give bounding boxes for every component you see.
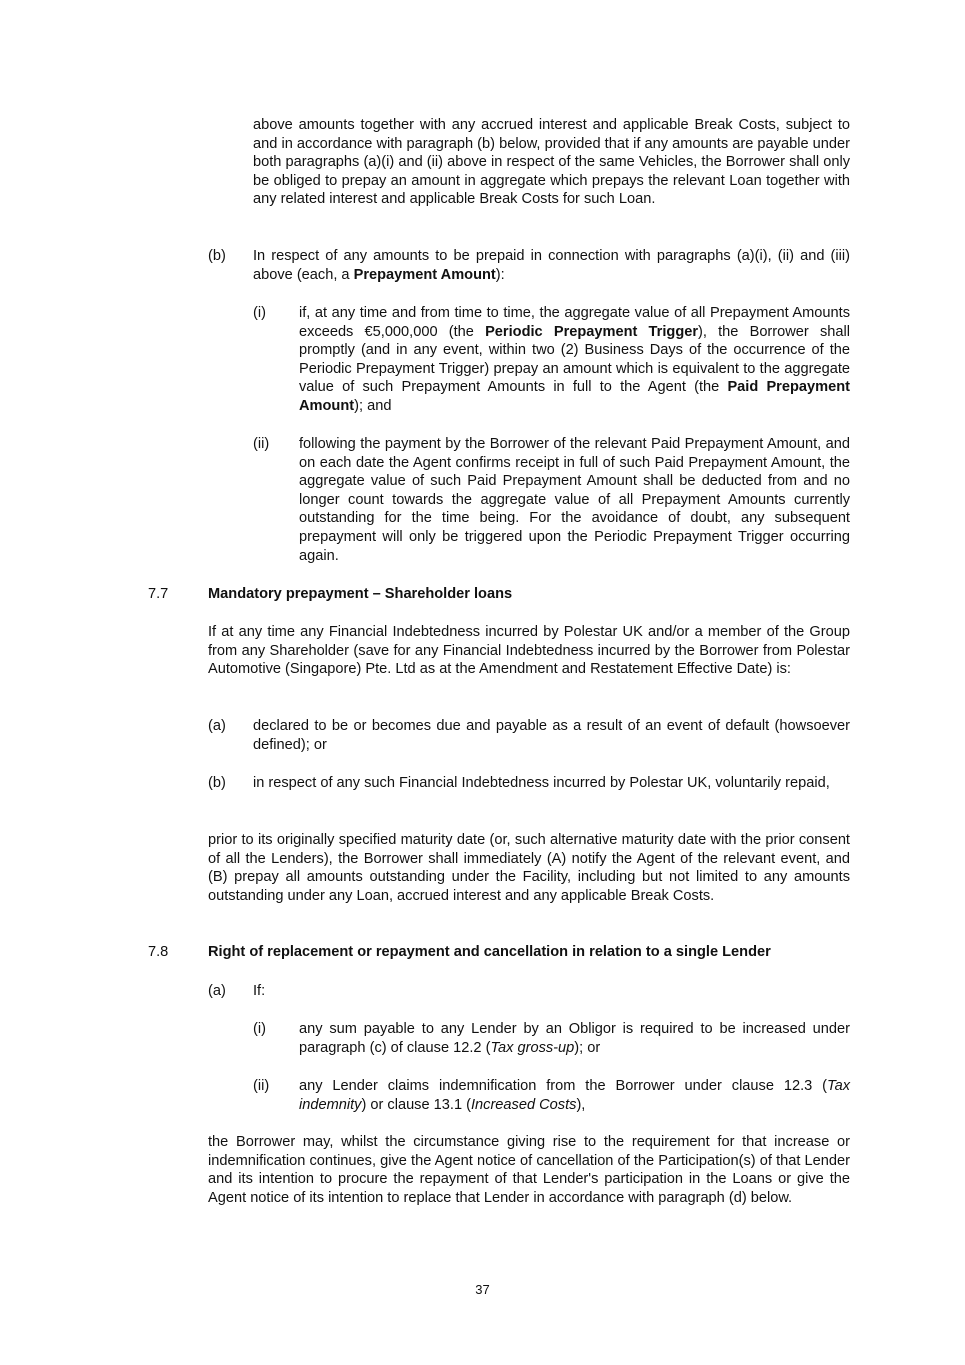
section-7-8-ii-text-2: ) or clause 13.1 ( <box>361 1096 471 1113</box>
section-7-8-i-text-2: ); or <box>574 1039 601 1056</box>
section-7-8-closing: the Borrower may, whilst the circumstance giving rise to the requirement for that increase or indemnification continues, give the Agent notice of cancellation of the Participation(s) of that Lender and its intention to procure the repayment of that Lender's participation in the Loans or give the Agent notice of its intention to replace that Lender in accordance with paragraph (d) below. <box>208 1134 850 1206</box>
tax-indemnity-reference: Tax indemnity <box>299 1078 850 1113</box>
section-7-8-a-text: If: <box>253 983 266 999</box>
section-7-8-number: 7.8 <box>148 944 169 960</box>
para-b-ii-text: following the payment by the Borrower of the relevant Paid Prepayment Amount, and on each date the Agent confirms receipt in full of such Paid Prepayment Amount, the aggregate value of such Paid Prepayment Amount shall be deducted from and no longer count towards the aggregate value of all Prepayment Amounts currently outstanding for the time being. For the avoidance of doubt, any subsequent prepayment will only be triggered upon the Periodic Prepayment Trigger occurring again. <box>299 436 850 564</box>
section-7-8-ii-text-1: any Lender claims indemnification from the Borrower under clause 12.3 ( <box>299 1078 827 1094</box>
tax-gross-up-reference: Tax gross-up <box>490 1039 575 1056</box>
para-b-ii-label: (ii) <box>253 436 270 452</box>
para-b-i-text-1: if, at any time and from time to time, the aggregate value of all Prepayment Amounts exceeds €5,000,000 (the <box>299 305 850 340</box>
section-7-8-i-text <box>299 1020 850 1057</box>
section-7-8-ii-text-3: ), <box>576 1096 586 1113</box>
section-7-8-a-label: (a) <box>208 983 226 999</box>
increased-costs-reference: Increased Costs <box>470 1096 577 1113</box>
section-7-7-intro: If at any time any Financial Indebtedness incurred by Polestar UK and/or a member of the Group from any Shareholder (save for any Financial Indebtedness incurred by the Borrower from Polestar Automotive (Singapore) Pte. Ltd as at the Amendment and Restatement Effective Date) is: <box>208 624 850 678</box>
periodic-prepayment-trigger-term: Periodic Prepayment Trigger <box>485 323 699 340</box>
section-7-7-a-text: declared to be or becomes due and payable as a result of an event of default (howsoever defined); or <box>253 718 850 753</box>
section-7-7-number: 7.7 <box>148 586 169 602</box>
para-b-i-text-2: ), the Borrower shall promptly (and in any event, within two (2) Business Days of the occurrence of the Periodic Prepayment Trigger) prepay an amount which is equivalent to the aggregate value of such Prepayment Amounts in full to the Agent (the <box>299 323 850 396</box>
para-b-i-text-3: ); and <box>354 397 392 414</box>
para-b-text <box>253 247 850 284</box>
section-7-8-ii-label: (ii) <box>253 1078 270 1094</box>
page-number: 37 <box>475 1282 490 1297</box>
section-7-8-i-label: (i) <box>253 1021 266 1037</box>
prepayment-amount-term: Prepayment Amount <box>353 266 496 283</box>
section-7-7-b-label: (b) <box>208 775 226 791</box>
para-b-text-before: In respect of any amounts to be prepaid in connection with paragraphs (a)(i), (ii) and (iii) above (each, a <box>253 248 850 283</box>
section-7-7-title: Mandatory prepayment – Shareholder loans <box>208 586 513 602</box>
section-7-8-title: Right of replacement or repayment and cancellation in relation to a single Lender <box>208 944 771 960</box>
para-b-label: (b) <box>208 248 226 264</box>
section-7-7-b-text: in respect of any such Financial Indebtedness incurred by Polestar UK, voluntarily repaid, <box>253 775 830 791</box>
continuation-paragraph: above amounts together with any accrued interest and applicable Break Costs, subject to and in accordance with paragraph (b) below, provided that if any amounts are payable under both paragraphs (a)(i) and (ii) above in respect of the same Vehicles, the Borrower shall only be obliged to prepay an amount in aggregate which prepays the relevant Loan together with any related interest and applicable Break Costs for such Loan. <box>253 117 850 208</box>
section-7-8-i-text-1: any sum payable to any Lender by an Obligor is required to be increased under paragraph (c) of clause 12.2 ( <box>299 1021 850 1056</box>
section-7-7-a-label: (a) <box>208 718 226 734</box>
para-b-i-label: (i) <box>253 305 266 321</box>
para-b-i-text <box>299 304 850 416</box>
para-b-text-after: ): <box>495 266 505 283</box>
section-7-8-ii-text <box>299 1077 850 1114</box>
paid-prepayment-amount-term: Paid Prepayment Amount <box>299 379 850 414</box>
section-7-7-closing: prior to its originally specified maturity date (or, such alternative maturity date with the prior consent of all the Lenders), the Borrower shall immediately (A) notify the Agent of the relevant event, and (B) prepay all amounts outstanding under the Facility, including but not limited to any amounts outstanding under any Loan, accrued interest and any applicable Break Costs. <box>208 832 850 904</box>
